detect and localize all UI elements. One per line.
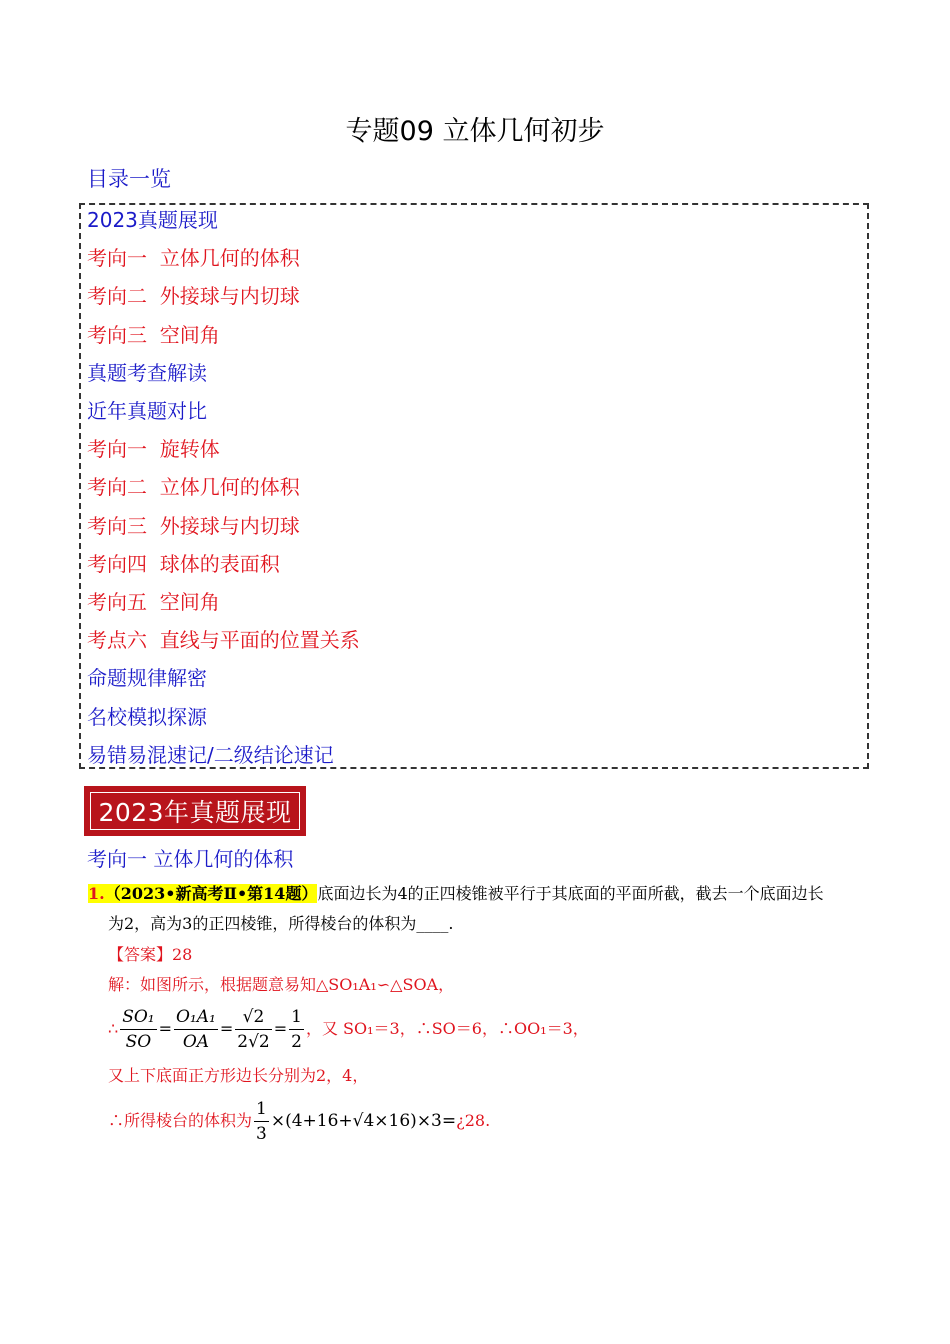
year-banner (84, 786, 306, 836)
toc-item[interactable]: 2023真题展现 (87, 208, 218, 232)
fraction-so1-so: $\frac{\text{SO₁}}{SO}$ (122, 1007, 155, 1052)
solution-line-3: 又上下底面正方形边长分别为2，4， (108, 1066, 369, 1085)
question-line-2: 为2，高为3的正四棱锥，所得棱台的体积为____. (108, 914, 454, 933)
toc-item[interactable]: 真题考查解读 (87, 360, 207, 385)
fraction-half: $\frac{1}{2}$ (291, 1007, 302, 1052)
toc-heading: 目录一览 (87, 167, 171, 191)
section-heading: 考向一 立体几何的体积 (87, 847, 294, 871)
toc-item[interactable]: 名校模拟探源 (87, 704, 207, 729)
fraction-root2: $\frac{√2}{2√2}$ (237, 1007, 270, 1052)
question-text-1: 底面边长为4的正四棱锥被平行于其底面的平面所截，截去一个底面边长 (317, 884, 824, 903)
volume-expression: ×(4+16+√4×16)×3= (270, 1111, 457, 1131)
question-number: 1. (88, 884, 105, 903)
solution-line-2-tail: ，又 SO₁＝3，∴SO＝6，∴OO₁＝3， (305, 1019, 589, 1038)
toc-item[interactable]: 考向一 旋转体 (87, 437, 220, 462)
toc-item[interactable]: 近年真题对比 (87, 399, 207, 423)
solution-line-2: ∴ $\frac{\text{SO₁}}{SO}$ = $\frac{\text{O₁A₁}}{OA}$ = $\frac{√2}{2√2}$ = $\frac{1}{2}$ ，又 SO₁＝3，∴SO＝6，∴OO₁＝3， (108, 1007, 589, 1052)
volume-result: ¿28. (456, 1111, 491, 1130)
toc-item[interactable]: 考向三 空间角 (87, 322, 220, 347)
solution-line-1: 解：如图所示，根据题意易知△SO₁A₁∽△SOA， (108, 975, 455, 994)
answer-label: 【答案】28 (108, 945, 193, 964)
question-source: （2023•新高考Ⅱ•第14题） (104, 884, 318, 903)
toc-item[interactable]: 考点六 直线与平面的位置关系 (87, 628, 360, 653)
solution-line-4-prefix: ∴所得棱台的体积为 (108, 1111, 253, 1130)
toc-item[interactable]: 考向三 外接球与内切球 (87, 513, 300, 538)
toc-item[interactable]: 考向四 球体的表面积 (87, 551, 280, 576)
toc-item[interactable]: 考向一 立体几何的体积 (87, 246, 300, 271)
toc-item[interactable]: 考向二 外接球与内切球 (87, 284, 300, 309)
toc-item[interactable]: 考向五 空间角 (87, 590, 220, 614)
toc-item[interactable]: 考向二 立体几何的体积 (87, 475, 300, 500)
solution-line-4 (108, 1097, 490, 1146)
toc-item[interactable]: 易错易混速记/二级结论速记 (87, 742, 334, 767)
fraction-one-third: $\frac{1}{3}$ (256, 1099, 267, 1144)
question-line-1 (88, 883, 824, 905)
banner-text: 2023年真题展现 (98, 798, 292, 827)
fraction-o1a1-oa: $\frac{\text{O₁A₁}}{OA}$ (176, 1007, 216, 1052)
page-title: 专题09 立体几何初步 (345, 116, 605, 147)
toc-item[interactable]: 命题规律解密 (87, 666, 207, 691)
